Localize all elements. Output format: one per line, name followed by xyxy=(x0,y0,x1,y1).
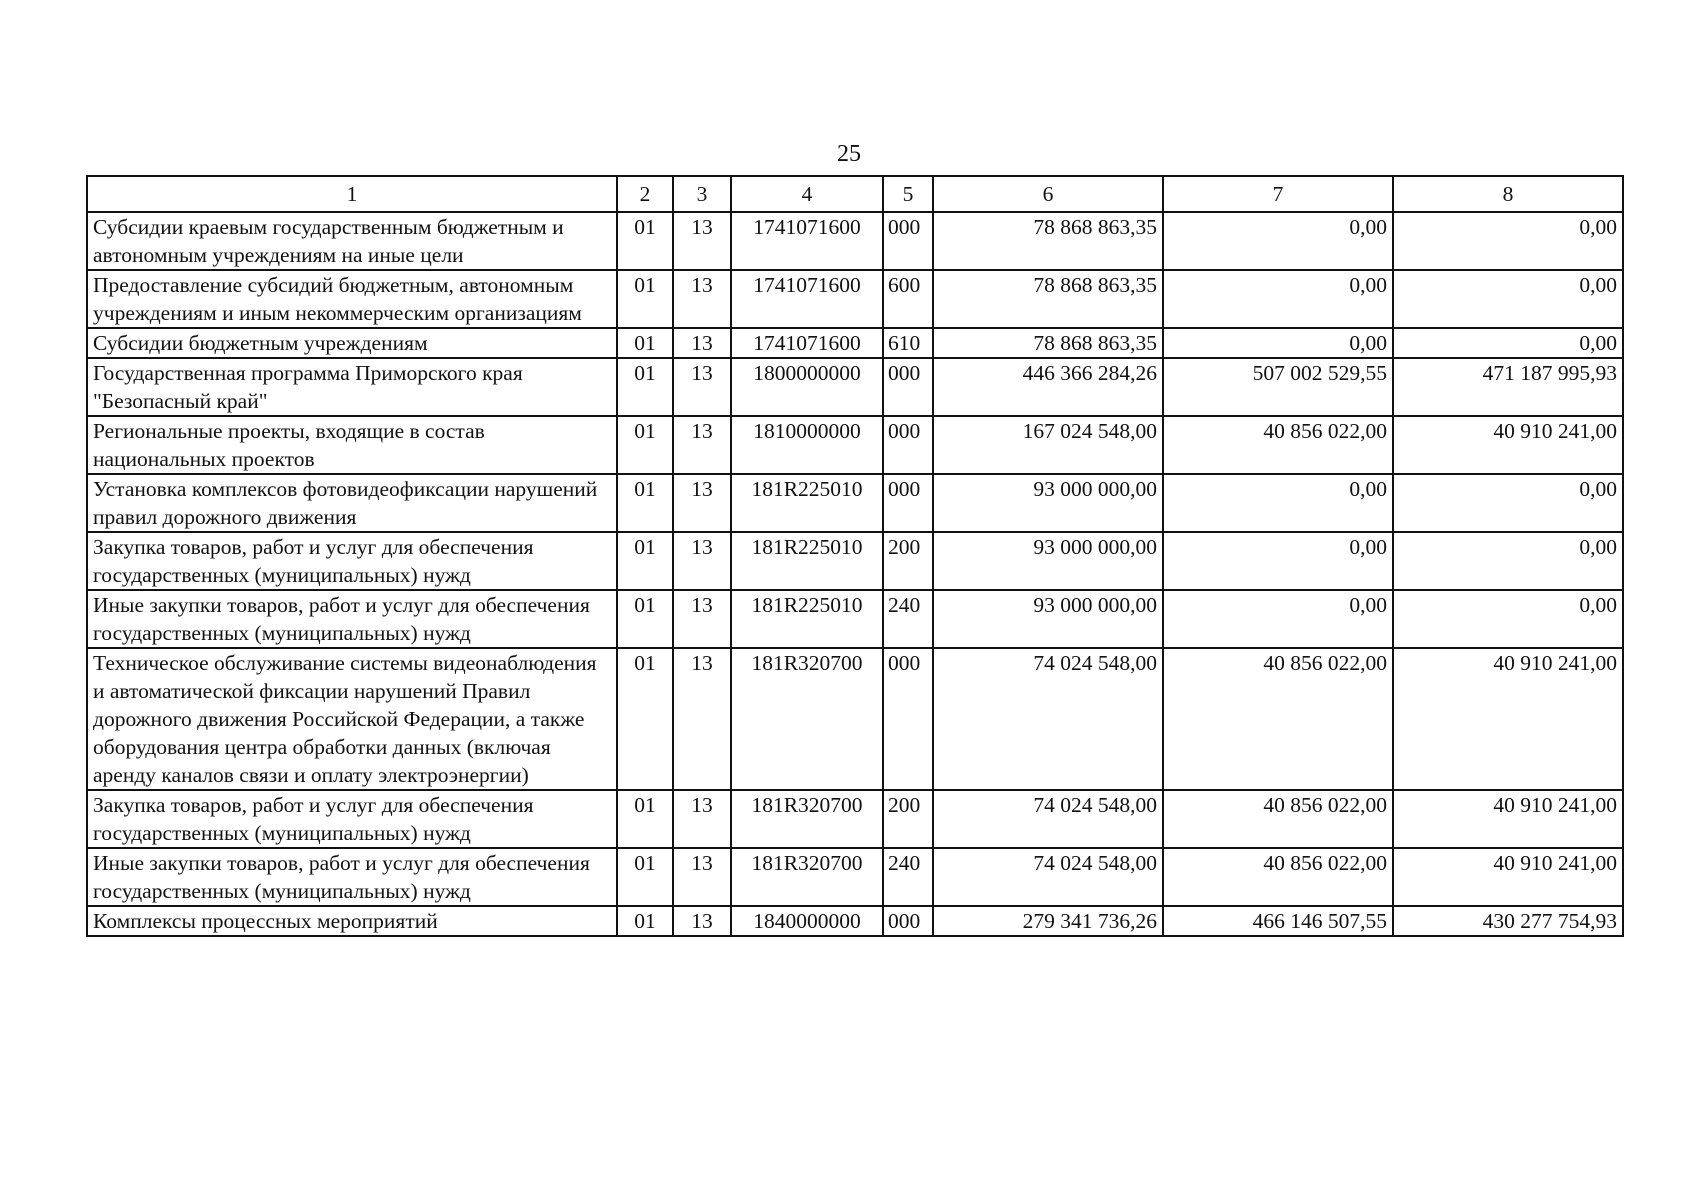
section-code: 01 xyxy=(617,648,673,790)
amount-col-7: 40 856 022,00 xyxy=(1163,648,1393,790)
row-name: Техническое обслуживание системы видеонаблюдения и автоматической фиксации нарушений Правил дорожного движения Российской Федерации, а также оборудования центра обработки данных (включая аренду каналов связи и оплату электроэнергии) xyxy=(87,648,617,790)
amount-col-6: 78 868 863,35 xyxy=(933,328,1163,358)
amount-col-8: 40 910 241,00 xyxy=(1393,790,1623,848)
table-row xyxy=(87,474,1623,532)
table-row xyxy=(87,270,1623,328)
section-code: 01 xyxy=(617,474,673,532)
target-item-code: 181R225010 xyxy=(731,532,883,590)
row-name: Предоставление субсидий бюджетным, автономным учреждениям и иным некоммерческим организациям xyxy=(87,270,617,328)
section-code: 01 xyxy=(617,906,673,936)
subsection-code: 13 xyxy=(673,416,731,474)
target-item-code: 1800000000 xyxy=(731,358,883,416)
column-header: 4 xyxy=(731,176,883,212)
subsection-code: 13 xyxy=(673,532,731,590)
expense-type-code: 200 xyxy=(883,532,933,590)
expense-type-code: 610 xyxy=(883,328,933,358)
amount-col-7: 507 002 529,55 xyxy=(1163,358,1393,416)
subsection-code: 13 xyxy=(673,328,731,358)
amount-col-7: 40 856 022,00 xyxy=(1163,848,1393,906)
target-item-code: 181R320700 xyxy=(731,848,883,906)
amount-col-6: 93 000 000,00 xyxy=(933,532,1163,590)
amount-col-7: 0,00 xyxy=(1163,270,1393,328)
table-row xyxy=(87,328,1623,358)
column-header: 1 xyxy=(87,176,617,212)
section-code: 01 xyxy=(617,532,673,590)
expense-type-code: 000 xyxy=(883,212,933,270)
amount-col-7: 0,00 xyxy=(1163,212,1393,270)
subsection-code: 13 xyxy=(673,212,731,270)
column-header: 6 xyxy=(933,176,1163,212)
row-name: Субсидии бюджетным учреждениям xyxy=(87,328,617,358)
row-name: Иные закупки товаров, работ и услуг для обеспечения государственных (муниципальных) нужд xyxy=(87,590,617,648)
column-header: 3 xyxy=(673,176,731,212)
amount-col-7: 40 856 022,00 xyxy=(1163,416,1393,474)
table-row xyxy=(87,212,1623,270)
amount-col-8: 471 187 995,93 xyxy=(1393,358,1623,416)
target-item-code: 1741071600 xyxy=(731,212,883,270)
table-row xyxy=(87,590,1623,648)
target-item-code: 181R225010 xyxy=(731,474,883,532)
expense-type-code: 240 xyxy=(883,848,933,906)
amount-col-6: 167 024 548,00 xyxy=(933,416,1163,474)
section-code: 01 xyxy=(617,590,673,648)
expense-type-code: 240 xyxy=(883,590,933,648)
subsection-code: 13 xyxy=(673,358,731,416)
amount-col-8: 0,00 xyxy=(1393,532,1623,590)
section-code: 01 xyxy=(617,848,673,906)
column-header: 5 xyxy=(883,176,933,212)
amount-col-6: 78 868 863,35 xyxy=(933,270,1163,328)
amount-col-7: 466 146 507,55 xyxy=(1163,906,1393,936)
expense-type-code: 600 xyxy=(883,270,933,328)
section-code: 01 xyxy=(617,416,673,474)
amount-col-7: 0,00 xyxy=(1163,328,1393,358)
table-row xyxy=(87,648,1623,790)
subsection-code: 13 xyxy=(673,474,731,532)
amount-col-7: 0,00 xyxy=(1163,532,1393,590)
subsection-code: 13 xyxy=(673,648,731,790)
target-item-code: 1840000000 xyxy=(731,906,883,936)
amount-col-8: 40 910 241,00 xyxy=(1393,416,1623,474)
target-item-code: 181R320700 xyxy=(731,790,883,848)
target-item-code: 181R320700 xyxy=(731,648,883,790)
section-code: 01 xyxy=(617,358,673,416)
amount-col-8: 0,00 xyxy=(1393,590,1623,648)
section-code: 01 xyxy=(617,790,673,848)
subsection-code: 13 xyxy=(673,270,731,328)
table-row xyxy=(87,790,1623,848)
budget-table xyxy=(86,175,1624,937)
subsection-code: 13 xyxy=(673,906,731,936)
table-row xyxy=(87,358,1623,416)
column-header: 8 xyxy=(1393,176,1623,212)
subsection-code: 13 xyxy=(673,590,731,648)
amount-col-6: 93 000 000,00 xyxy=(933,590,1163,648)
row-name: Установка комплексов фотовидеофиксации нарушений правил дорожного движения xyxy=(87,474,617,532)
row-name: Государственная программа Приморского края "Безопасный край" xyxy=(87,358,617,416)
column-header: 2 xyxy=(617,176,673,212)
amount-col-8: 40 910 241,00 xyxy=(1393,848,1623,906)
amount-col-6: 78 868 863,35 xyxy=(933,212,1163,270)
table-row xyxy=(87,848,1623,906)
section-code: 01 xyxy=(617,270,673,328)
amount-col-8: 430 277 754,93 xyxy=(1393,906,1623,936)
expense-type-code: 000 xyxy=(883,416,933,474)
row-name: Закупка товаров, работ и услуг для обеспечения государственных (муниципальных) нужд xyxy=(87,532,617,590)
amount-col-8: 0,00 xyxy=(1393,212,1623,270)
amount-col-6: 74 024 548,00 xyxy=(933,790,1163,848)
amount-col-8: 0,00 xyxy=(1393,328,1623,358)
column-number-header-row xyxy=(87,176,1623,212)
target-item-code: 1741071600 xyxy=(731,270,883,328)
expense-type-code: 000 xyxy=(883,648,933,790)
amount-col-6: 74 024 548,00 xyxy=(933,848,1163,906)
subsection-code: 13 xyxy=(673,790,731,848)
row-name: Комплексы процессных мероприятий xyxy=(87,906,617,936)
expense-type-code: 000 xyxy=(883,906,933,936)
table-row xyxy=(87,416,1623,474)
amount-col-7: 0,00 xyxy=(1163,590,1393,648)
target-item-code: 181R225010 xyxy=(731,590,883,648)
target-item-code: 1810000000 xyxy=(731,416,883,474)
amount-col-8: 40 910 241,00 xyxy=(1393,648,1623,790)
amount-col-7: 0,00 xyxy=(1163,474,1393,532)
amount-col-7: 40 856 022,00 xyxy=(1163,790,1393,848)
amount-col-6: 93 000 000,00 xyxy=(933,474,1163,532)
column-header: 7 xyxy=(1163,176,1393,212)
expense-type-code: 000 xyxy=(883,358,933,416)
table-row xyxy=(87,532,1623,590)
expense-type-code: 000 xyxy=(883,474,933,532)
row-name: Субсидии краевым государственным бюджетным и автономным учреждениям на иные цели xyxy=(87,212,617,270)
amount-col-8: 0,00 xyxy=(1393,474,1623,532)
amount-col-6: 446 366 284,26 xyxy=(933,358,1163,416)
row-name: Региональные проекты, входящие в состав национальных проектов xyxy=(87,416,617,474)
amount-col-6: 74 024 548,00 xyxy=(933,648,1163,790)
expense-type-code: 200 xyxy=(883,790,933,848)
amount-col-6: 279 341 736,26 xyxy=(933,906,1163,936)
table-row xyxy=(87,906,1623,936)
section-code: 01 xyxy=(617,328,673,358)
section-code: 01 xyxy=(617,212,673,270)
subsection-code: 13 xyxy=(673,848,731,906)
target-item-code: 1741071600 xyxy=(731,328,883,358)
page-number: 25 xyxy=(837,141,861,167)
row-name: Иные закупки товаров, работ и услуг для обеспечения государственных (муниципальных) нужд xyxy=(87,848,617,906)
row-name: Закупка товаров, работ и услуг для обеспечения государственных (муниципальных) нужд xyxy=(87,790,617,848)
amount-col-8: 0,00 xyxy=(1393,270,1623,328)
